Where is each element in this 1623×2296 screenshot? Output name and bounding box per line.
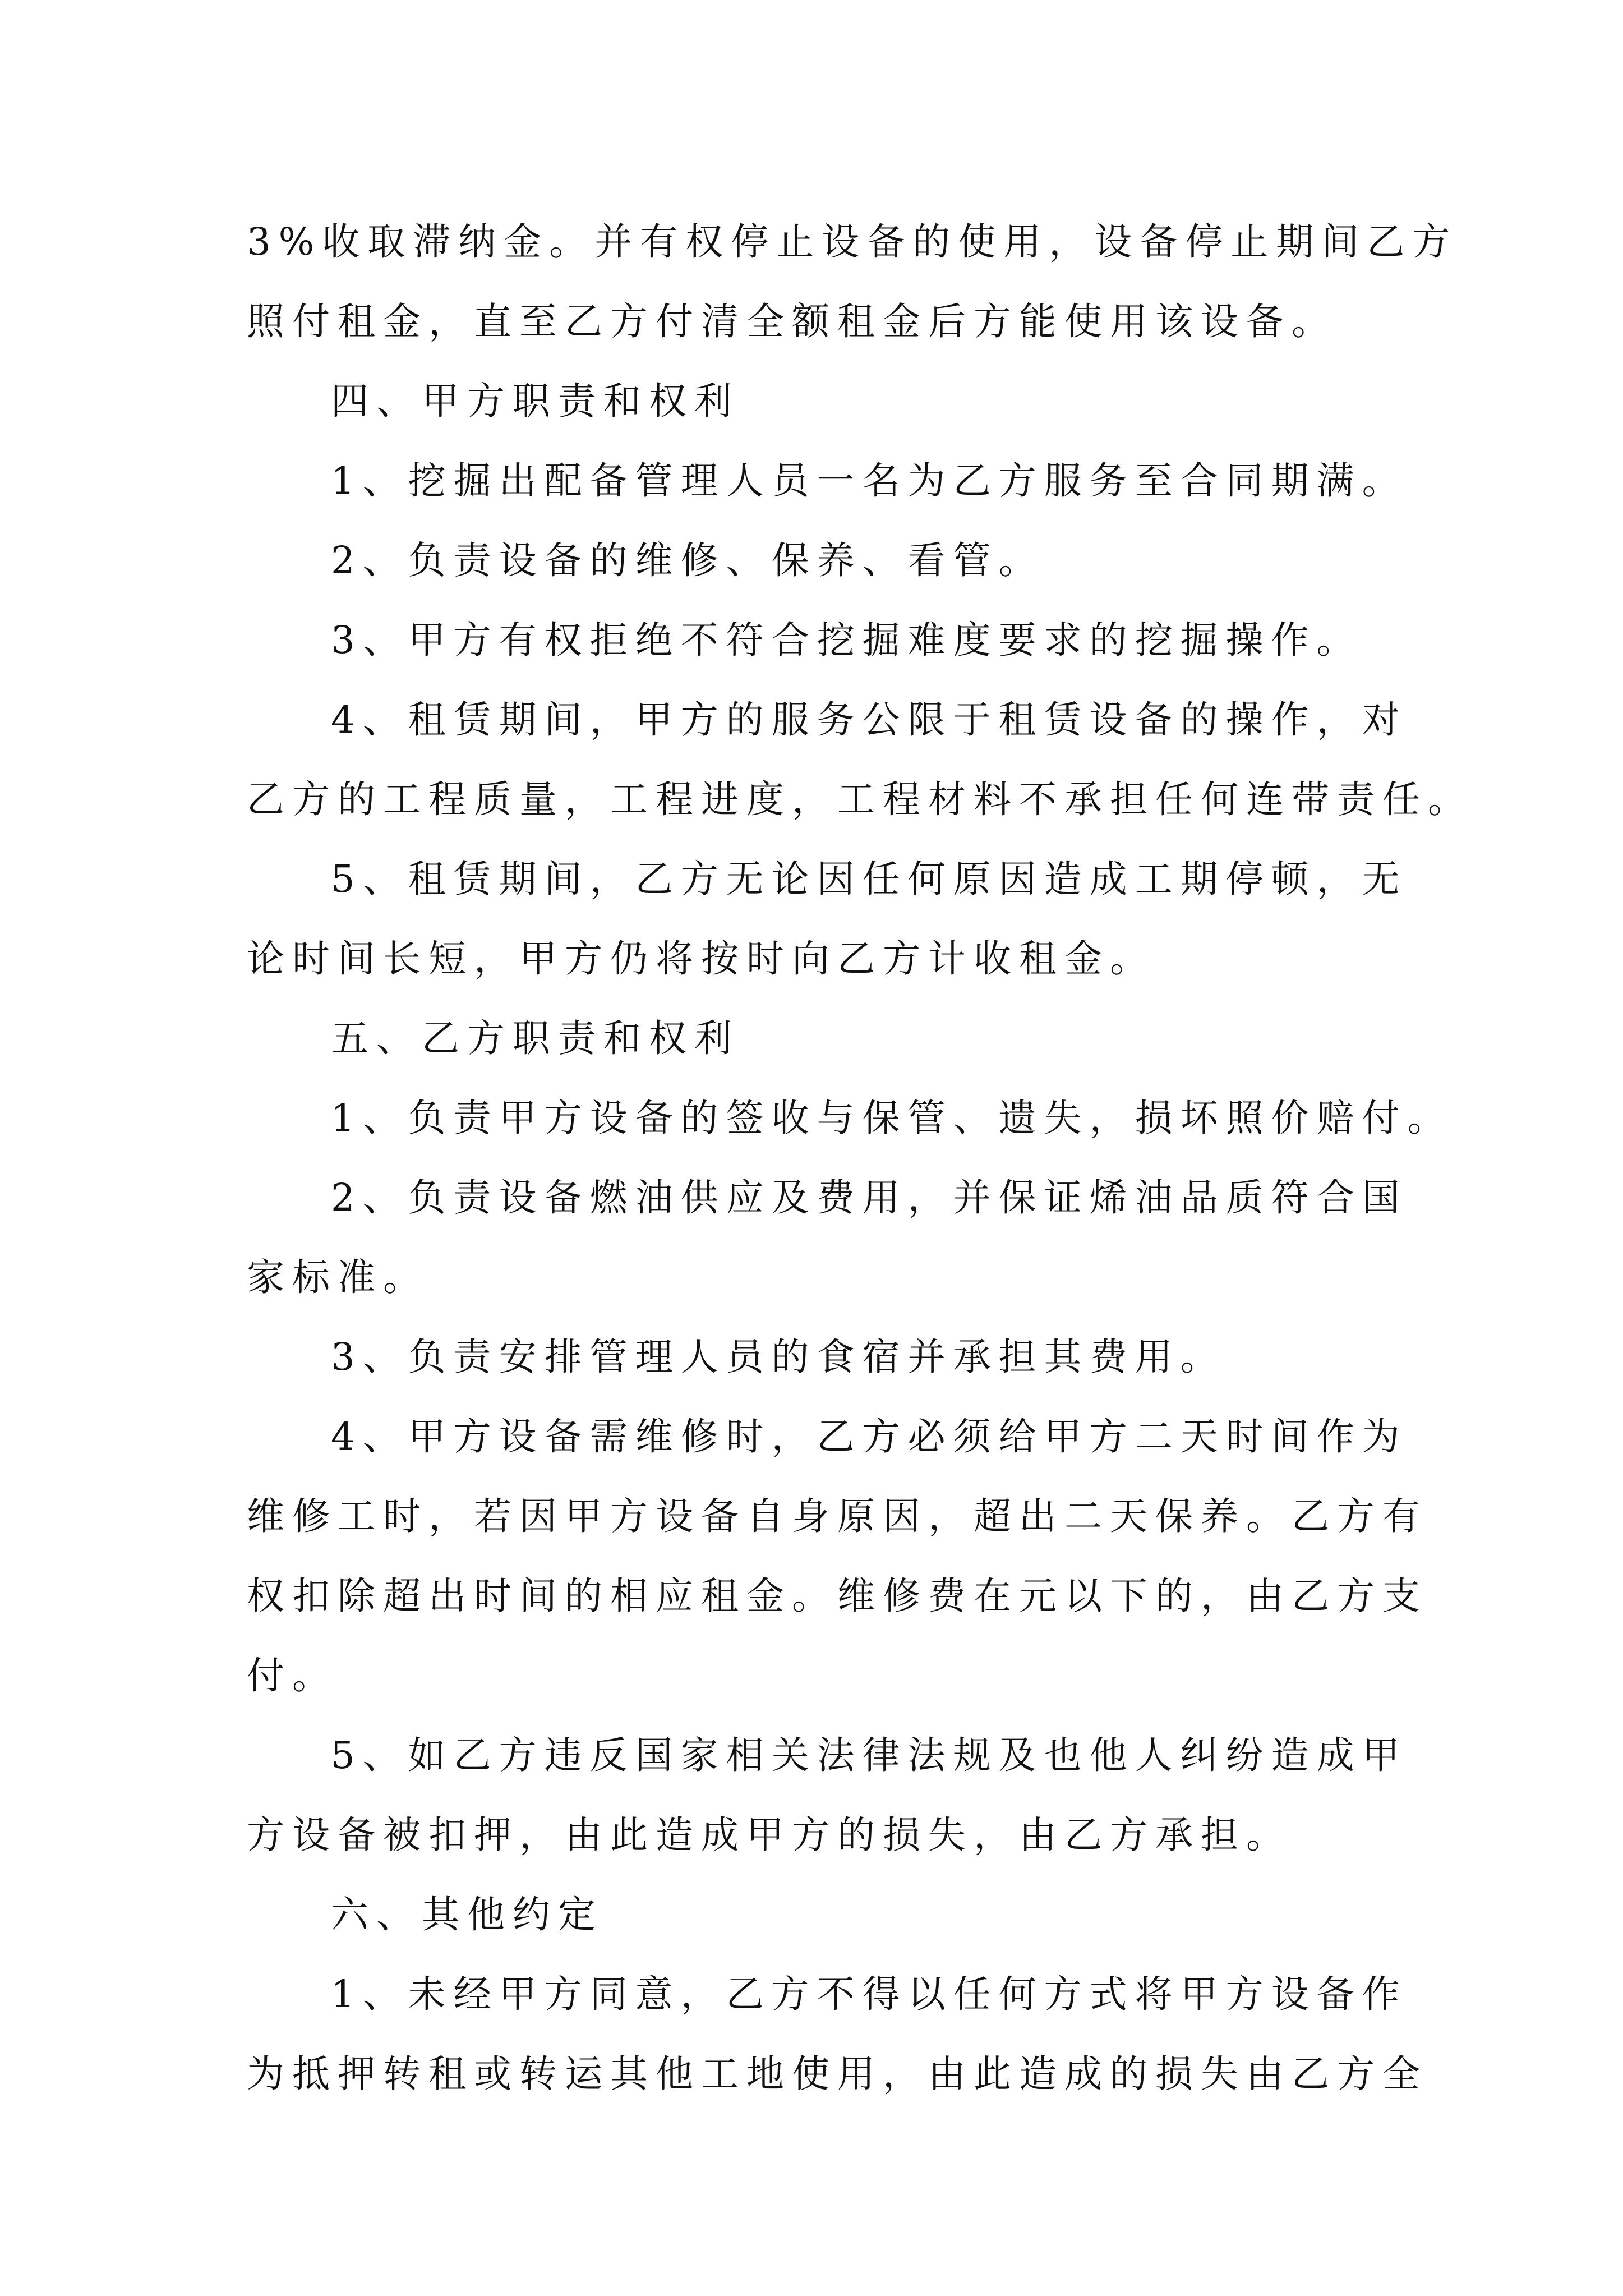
text-line: 维修工时，若因甲方设备自身原因，超出二天保养。乙方有 bbox=[247, 1494, 1428, 1538]
text-line: 付。 bbox=[247, 1654, 338, 1697]
text-line: 论时间长短，甲方仍将按时向乙方计收租金。 bbox=[247, 937, 1155, 981]
text-line: 4、甲方设备需维修时，乙方必须给甲方二天时间作为 bbox=[331, 1415, 1408, 1458]
text-line: 4、租赁期间，甲方的服务公限于租赁设备的操作，对 bbox=[331, 698, 1408, 742]
text-line: 1、未经甲方同意，乙方不得以任何方式将甲方设备作 bbox=[331, 1972, 1408, 2016]
text-line: 3、负责安排管理人员的食宿并承担其费用。 bbox=[331, 1335, 1226, 1379]
text-line: 照付租金，直至乙方付清全额租金后方能使用该设备。 bbox=[247, 300, 1337, 343]
text-line: 2、负责设备燃油供应及费用，并保证烯油品质符合国 bbox=[331, 1176, 1408, 1220]
section-heading: 五、乙方职责和权利 bbox=[331, 1016, 740, 1060]
text-line: 1、负责甲方设备的签收与保管、遗失，损坏照价赔付。 bbox=[331, 1096, 1453, 1140]
text-line: 1、挖掘出配备管理人员一名为乙方服务至合同期满。 bbox=[331, 459, 1408, 503]
section-heading: 四、甲方职责和权利 bbox=[331, 379, 740, 423]
text-line: 5、如乙方违反国家相关法律法规及也他人纠纷造成甲 bbox=[331, 1733, 1408, 1777]
text-line: 2、负责设备的维修、保养、看管。 bbox=[331, 539, 1044, 582]
text-line: 权扣除超出时间的相应租金。维修费在元以下的，由乙方支 bbox=[247, 1574, 1428, 1618]
text-line: 方设备被扣押，由此造成甲方的损失，由乙方承担。 bbox=[247, 1813, 1292, 1857]
section-heading: 六、其他约定 bbox=[331, 1893, 603, 1936]
text-line: 乙方的工程质量，工程进度，工程材料不承担任何连带责任。 bbox=[247, 777, 1473, 821]
text-line: 3、甲方有权拒绝不符合挖掘难度要求的挖掘操作。 bbox=[331, 618, 1362, 662]
text-line: 为抵押转租或转运其他工地使用，由此造成的损失由乙方全 bbox=[247, 2052, 1428, 2096]
text-line: 5、租赁期间，乙方无论因任何原因造成工期停顿，无 bbox=[331, 857, 1408, 901]
text-line: 3%收取滞纳金。并有权停止设备的使用，设备停止期间乙方 bbox=[247, 220, 1458, 264]
text-line: 家标准。 bbox=[247, 1255, 428, 1299]
document-body bbox=[247, 202, 1473, 2114]
